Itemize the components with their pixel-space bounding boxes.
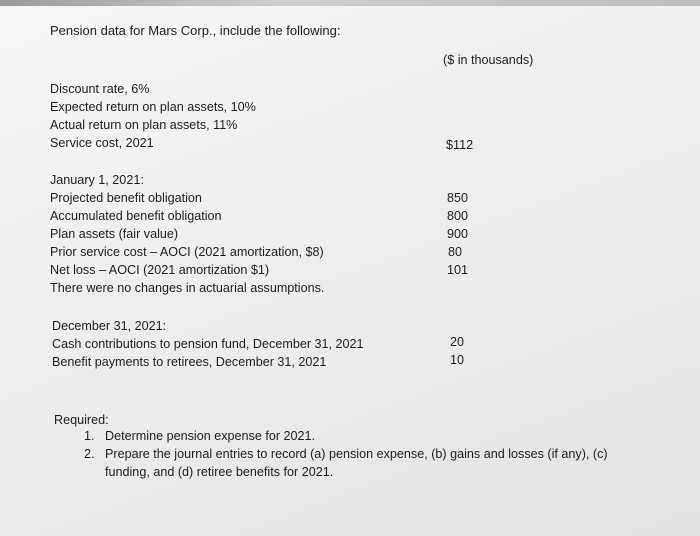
service-cost-label: Service cost, 2021 bbox=[50, 136, 154, 150]
required-item-2-number: 2. bbox=[84, 447, 95, 461]
benefit-payments-label: Benefit payments to retirees, December 31, 2021 bbox=[52, 355, 327, 369]
discount-rate-line: Discount rate, 6% bbox=[50, 82, 150, 96]
required-heading: Required: bbox=[54, 413, 109, 427]
prior-service-cost-value: 80 bbox=[448, 245, 463, 259]
expected-return-line: Expected return on plan assets, 10% bbox=[50, 100, 256, 114]
page-top-edge bbox=[0, 0, 700, 6]
required-item-2-text: Prepare the journal entries to record (a) pension expense, (b) gains and losses (if any), (c) bbox=[105, 447, 608, 461]
required-item-1-number: 1. bbox=[84, 429, 95, 443]
abo-value: 800 bbox=[447, 209, 469, 223]
dec-heading: December 31, 2021: bbox=[52, 319, 167, 333]
net-loss-value: 101 bbox=[447, 263, 469, 277]
plan-assets-value: 900 bbox=[447, 227, 469, 241]
cash-contributions-label: Cash contributions to pension fund, December 31, 2021 bbox=[52, 337, 364, 351]
service-cost-value: $112 bbox=[446, 138, 474, 152]
actual-return-line: Actual return on plan assets, 11% bbox=[50, 118, 238, 132]
pbo-value: 850 bbox=[447, 191, 469, 205]
net-loss-label: Net loss – AOCI (2021 amortization $1) bbox=[50, 263, 270, 277]
units-header: ($ in thousands) bbox=[443, 53, 534, 67]
pbo-label: Projected benefit obligation bbox=[50, 191, 202, 205]
document-title: Pension data for Mars Corp., include the following: bbox=[50, 23, 341, 38]
jan-heading: January 1, 2021: bbox=[50, 173, 144, 187]
benefit-payments-value: 10 bbox=[450, 353, 465, 367]
cash-contributions-value: 20 bbox=[450, 335, 465, 349]
prior-service-cost-label: Prior service cost – AOCI (2021 amortization, $8) bbox=[50, 245, 324, 259]
abo-label: Accumulated benefit obligation bbox=[50, 209, 222, 223]
required-item-1-text: Determine pension expense for 2021. bbox=[105, 429, 316, 443]
required-item-2-continuation: funding, and (d) retiree benefits for 2021. bbox=[105, 465, 334, 479]
actuarial-note: There were no changes in actuarial assumptions. bbox=[50, 281, 325, 295]
plan-assets-label: Plan assets (fair value) bbox=[50, 227, 179, 241]
